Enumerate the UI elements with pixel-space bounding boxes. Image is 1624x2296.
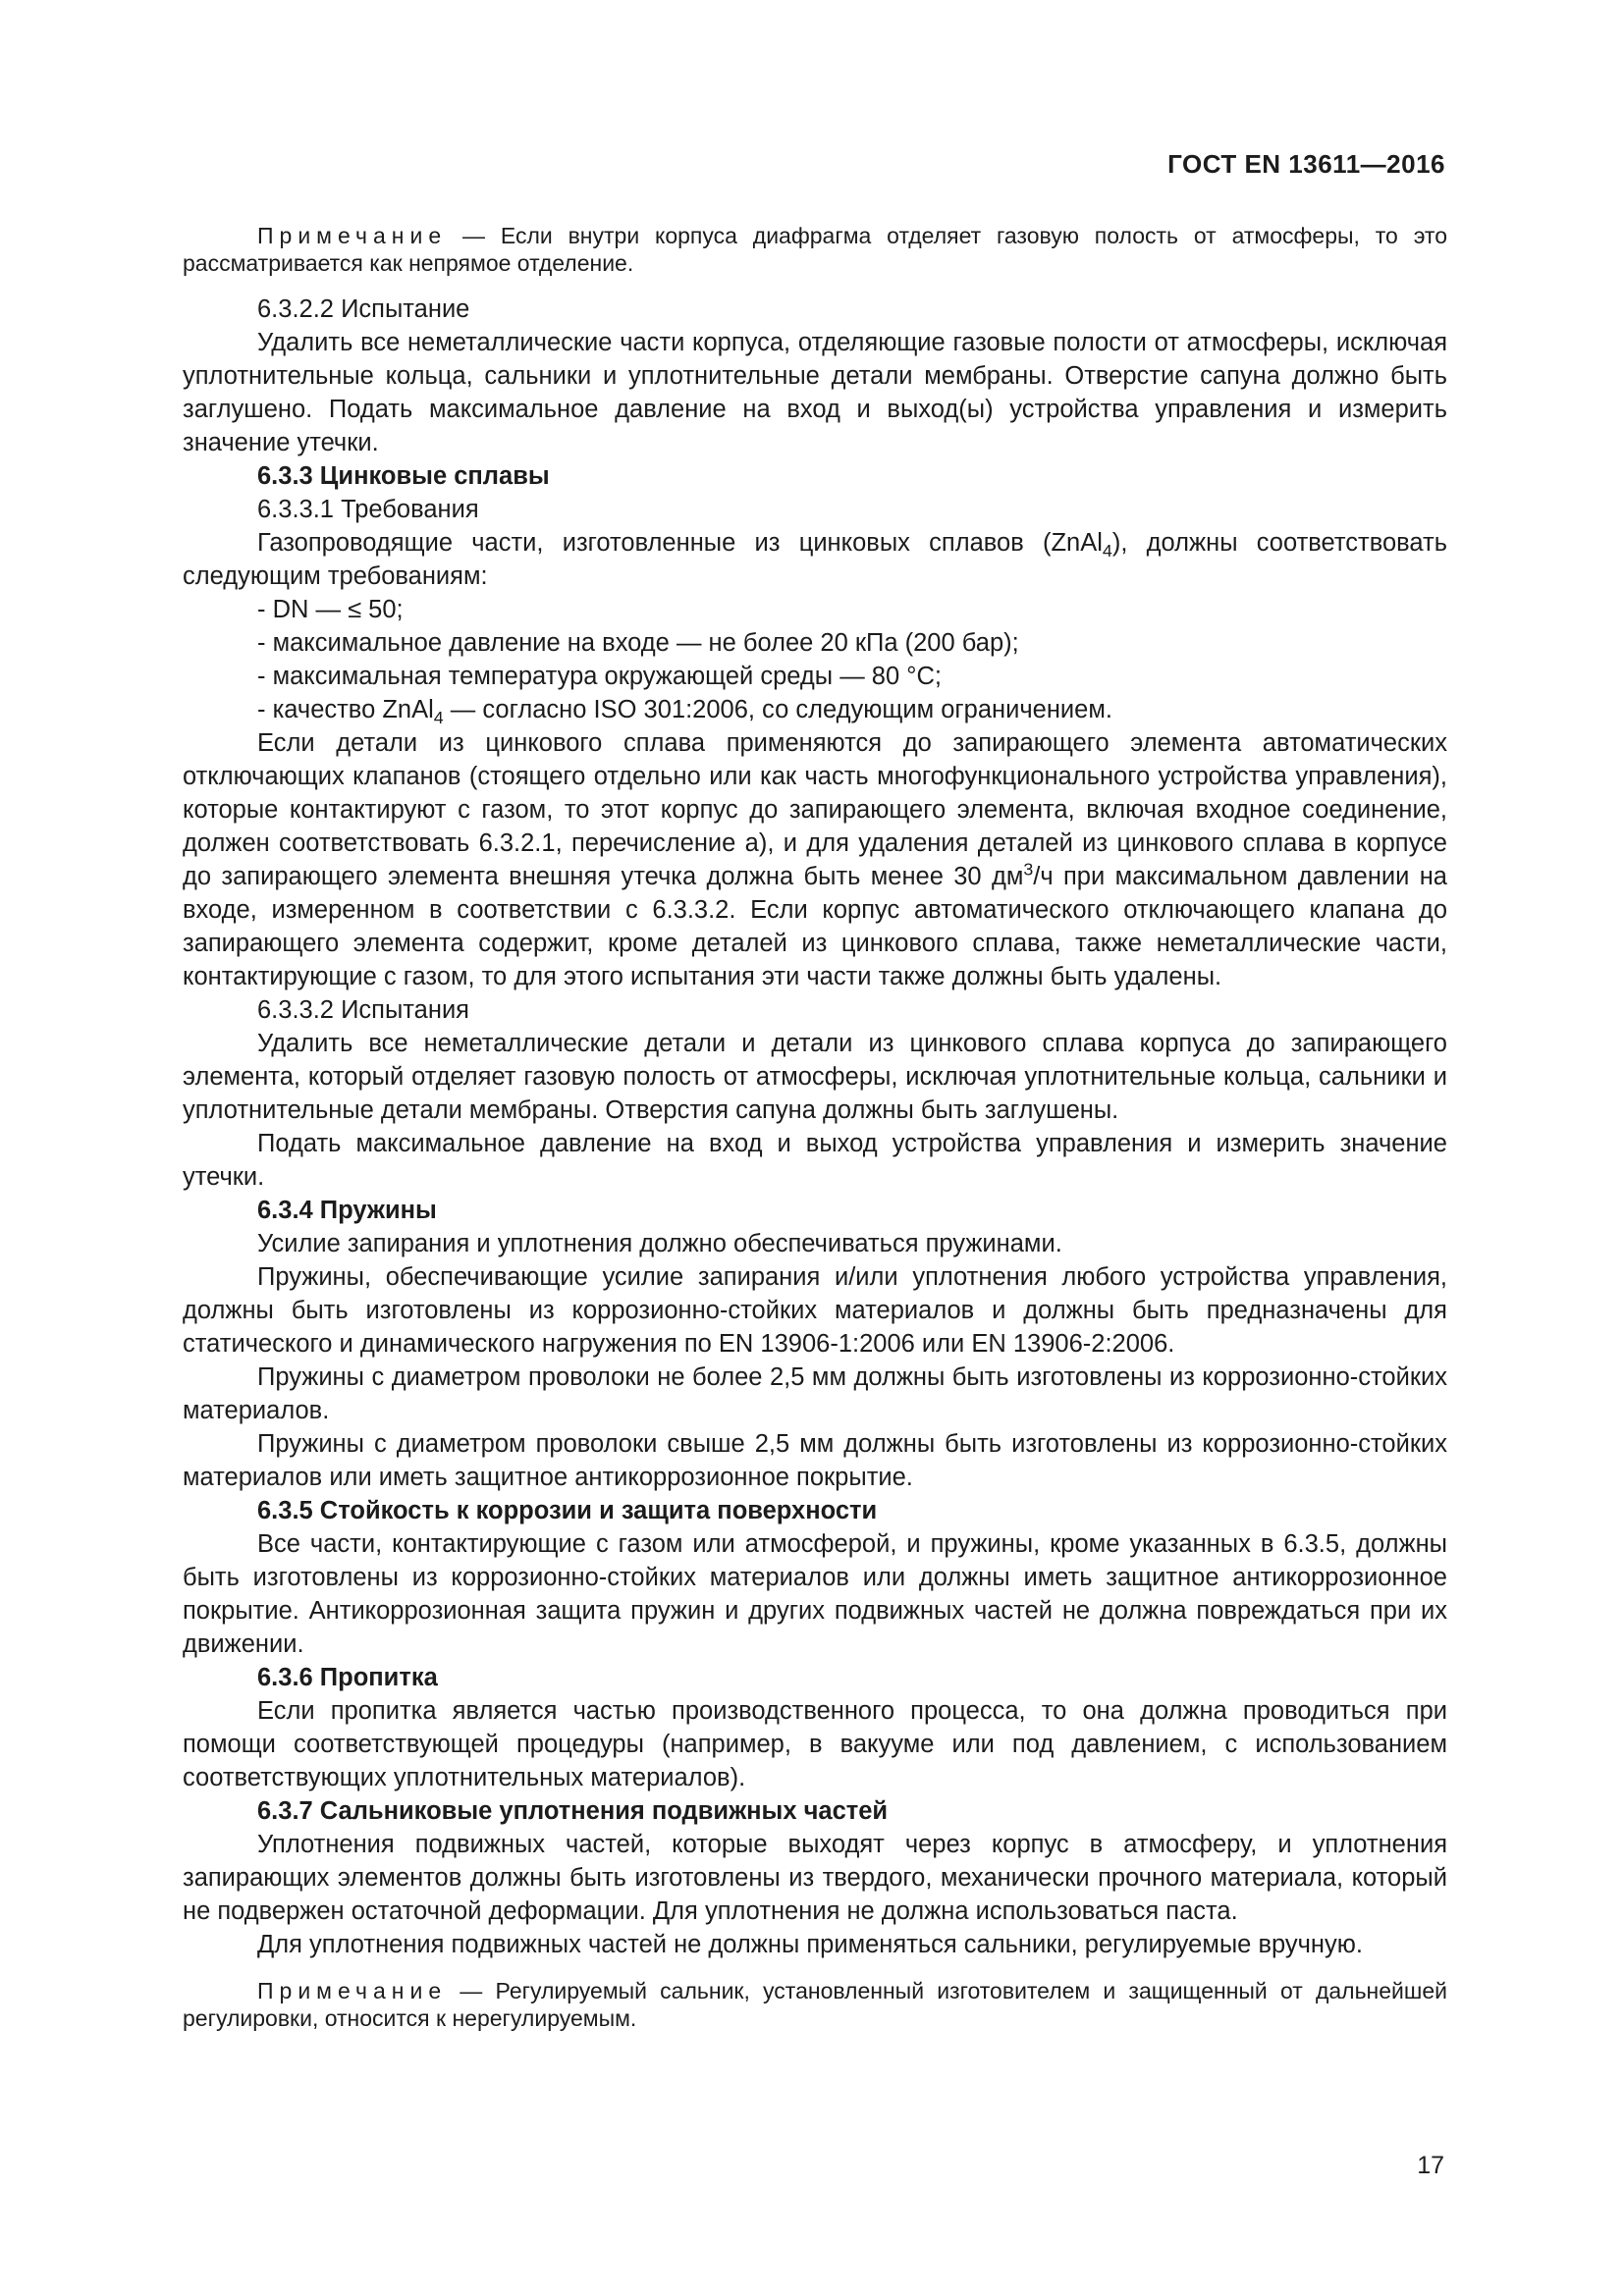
section-6-3-6-paragraph: Если пропитка является частью производственного процесса, то она должна проводиться при помощи соответствующей процедуры (например, в вакууме или под давлением, с использованием соответствующих уплотнительных материалов). [183, 1697, 1447, 1791]
intro-subscript: 4 [1102, 541, 1112, 561]
section-6-3-4-paragraph-3: Пружины с диаметром проволоки не более 2,5 мм должны быть изготовлены из коррозионно-стойких материалов. [183, 1363, 1447, 1424]
section-6-3-6-heading: 6.3.6 Пропитка [257, 1664, 438, 1691]
item-4-text-a: - качество ZnAl [257, 696, 434, 723]
section-6-3-3-1-paragraph [183, 726, 1447, 993]
intro-text-b: ), должны соответствовать следующим требованиям: [183, 529, 1447, 590]
section-6-3-3-2-paragraph-2: Подать максимальное давление на вход и выход устройства управления и измерить значение утечки. [183, 1130, 1447, 1191]
page-number: 17 [1417, 2152, 1444, 2179]
item-4-subscript: 4 [433, 708, 444, 728]
requirement-item-2: - максимальное давление на входе — не более 20 кПа (200 бар); [257, 629, 1019, 657]
section-6-3-3-2-paragraph-1: Удалить все неметаллические детали и детали из цинкового сплава корпуса до запирающего элемента, который отделяет газовую полость от атмосферы, исключая уплотнительные кольца, сальники и уплотнительные детали мембраны. Отверстия сапуна должны быть заглушены. [183, 1030, 1447, 1124]
requirement-item-4 [183, 693, 1447, 726]
section-6-3-2-2-paragraph: Удалить все неметаллические части корпуса, отделяющие газовые полости от атмосферы, исключая уплотнительные кольца, сальники и уплотнительные детали мембраны. Отверстие сапуна должно быть заглушено. Подать максимальное давление на вход и выход(ы) устройства управления и измерить значение утечки. [183, 329, 1447, 456]
paragraph-text-b: /ч при максимальном давлении на входе, измеренном в соответствии с 6.3.3.2. Если корпус автоматического отключающего клапана до запирающего элемента содержит, кроме деталей из цинкового сплава, также неметаллические части, контактирующие с газом, то для этого испытания эти части также должны быть удалены. [183, 863, 1447, 990]
item-4-text-b: — согласно ISO 301:2006, со следующим ограничением. [443, 696, 1112, 723]
section-6-3-5-paragraph: Все части, контактирующие с газом или атмосферой, и пружины, кроме указанных в 6.3.5, должны быть изготовлены из коррозионно-стойких материалов или должны иметь защитное антикоррозионное покрытие. Антикоррозионная защита пружин и других подвижных частей не должна повреждаться при их движении. [183, 1530, 1447, 1658]
section-6-3-4-heading: 6.3.4 Пружины [257, 1197, 437, 1224]
note-text: Регулируемый сальник, установленный изготовителем и защищенный от дальнейшей регулировки, относится к нерегулируемым. [183, 1978, 1447, 2031]
note-text: Если внутри корпуса диафрагма отделяет газовую полость от атмосферы, то это рассматривается как непрямое отделение. [183, 223, 1447, 276]
note-dash: — [447, 223, 501, 248]
section-6-3-3-heading: 6.3.3 Цинковые сплавы [257, 462, 550, 490]
section-6-3-4-paragraph-4: Пружины с диаметром проволоки свыше 2,5 мм должны быть изготовлены из коррозионно-стойких материалов или иметь защитное антикоррозионное покрытие. [183, 1430, 1447, 1491]
note-2 [183, 1977, 1447, 2032]
paragraph-superscript: 3 [1023, 859, 1034, 880]
section-6-3-7-paragraph-2: Для уплотнения подвижных частей не должны применяться сальники, регулируемые вручную. [257, 1931, 1363, 1958]
intro-text-a: Газопроводящие части, изготовленные из цинковых сплавов (ZnAl [257, 529, 1103, 557]
note-dash: — [447, 1978, 496, 2003]
section-6-3-4-paragraph-2: Пружины, обеспечивающие усилие запирания и/или уплотнения любого устройства управления, должны быть изготовлены из коррозионно-стойких материалов и должны быть предназначены для статического и динамического нагружения по EN 13906-1:2006 или EN 13906-2:2006. [183, 1263, 1447, 1358]
document-body [183, 222, 1447, 2032]
note-1 [183, 222, 1447, 277]
note-label: Примечание [257, 223, 448, 248]
section-6-3-7-paragraph-1: Уплотнения подвижных частей, которые выходят через корпус в атмосферу, и уплотнения запирающих элементов должны быть изготовлены из твердого, механически прочного материала, который не подвержен остаточной деформации. Для уплотнения не должна использоваться паста. [183, 1831, 1447, 1925]
requirement-item-1: - DN — ≤ 50; [257, 596, 404, 623]
section-6-3-3-1-heading: 6.3.3.1 Требования [257, 496, 479, 523]
section-6-3-2-2-heading: 6.3.2.2 Испытание [257, 295, 470, 323]
section-6-3-5-heading: 6.3.5 Стойкость к коррозии и защита поверхности [257, 1497, 878, 1524]
paragraph-text-a: Если детали из цинкового сплава применяются до запирающего элемента автоматических отключающих клапанов (стоящего отдельно или как часть многофункционального устройства управления), которые контактируют с газом, то этот корпус до запирающего элемента, включая входное соединение, должен соответствовать 6.3.2.1, перечисление а), и для удаления деталей из цинкового сплава в корпусе до запирающего элемента внешняя утечка должна быть менее 30 дм [183, 729, 1447, 890]
requirement-item-3: - максимальная температура окружающей среды — 80 °С; [257, 663, 942, 690]
section-6-3-7-heading: 6.3.7 Сальниковые уплотнения подвижных частей [257, 1797, 889, 1825]
note-label: Примечание [257, 1978, 448, 2003]
section-6-3-3-1-intro [183, 526, 1447, 593]
section-6-3-3-2-heading: 6.3.3.2 Испытания [257, 996, 469, 1024]
standard-designation: ГОСТ EN 13611—2016 [1167, 149, 1445, 179]
section-6-3-4-paragraph-1: Усилие запирания и уплотнения должно обеспечиваться пружинами. [257, 1230, 1062, 1257]
